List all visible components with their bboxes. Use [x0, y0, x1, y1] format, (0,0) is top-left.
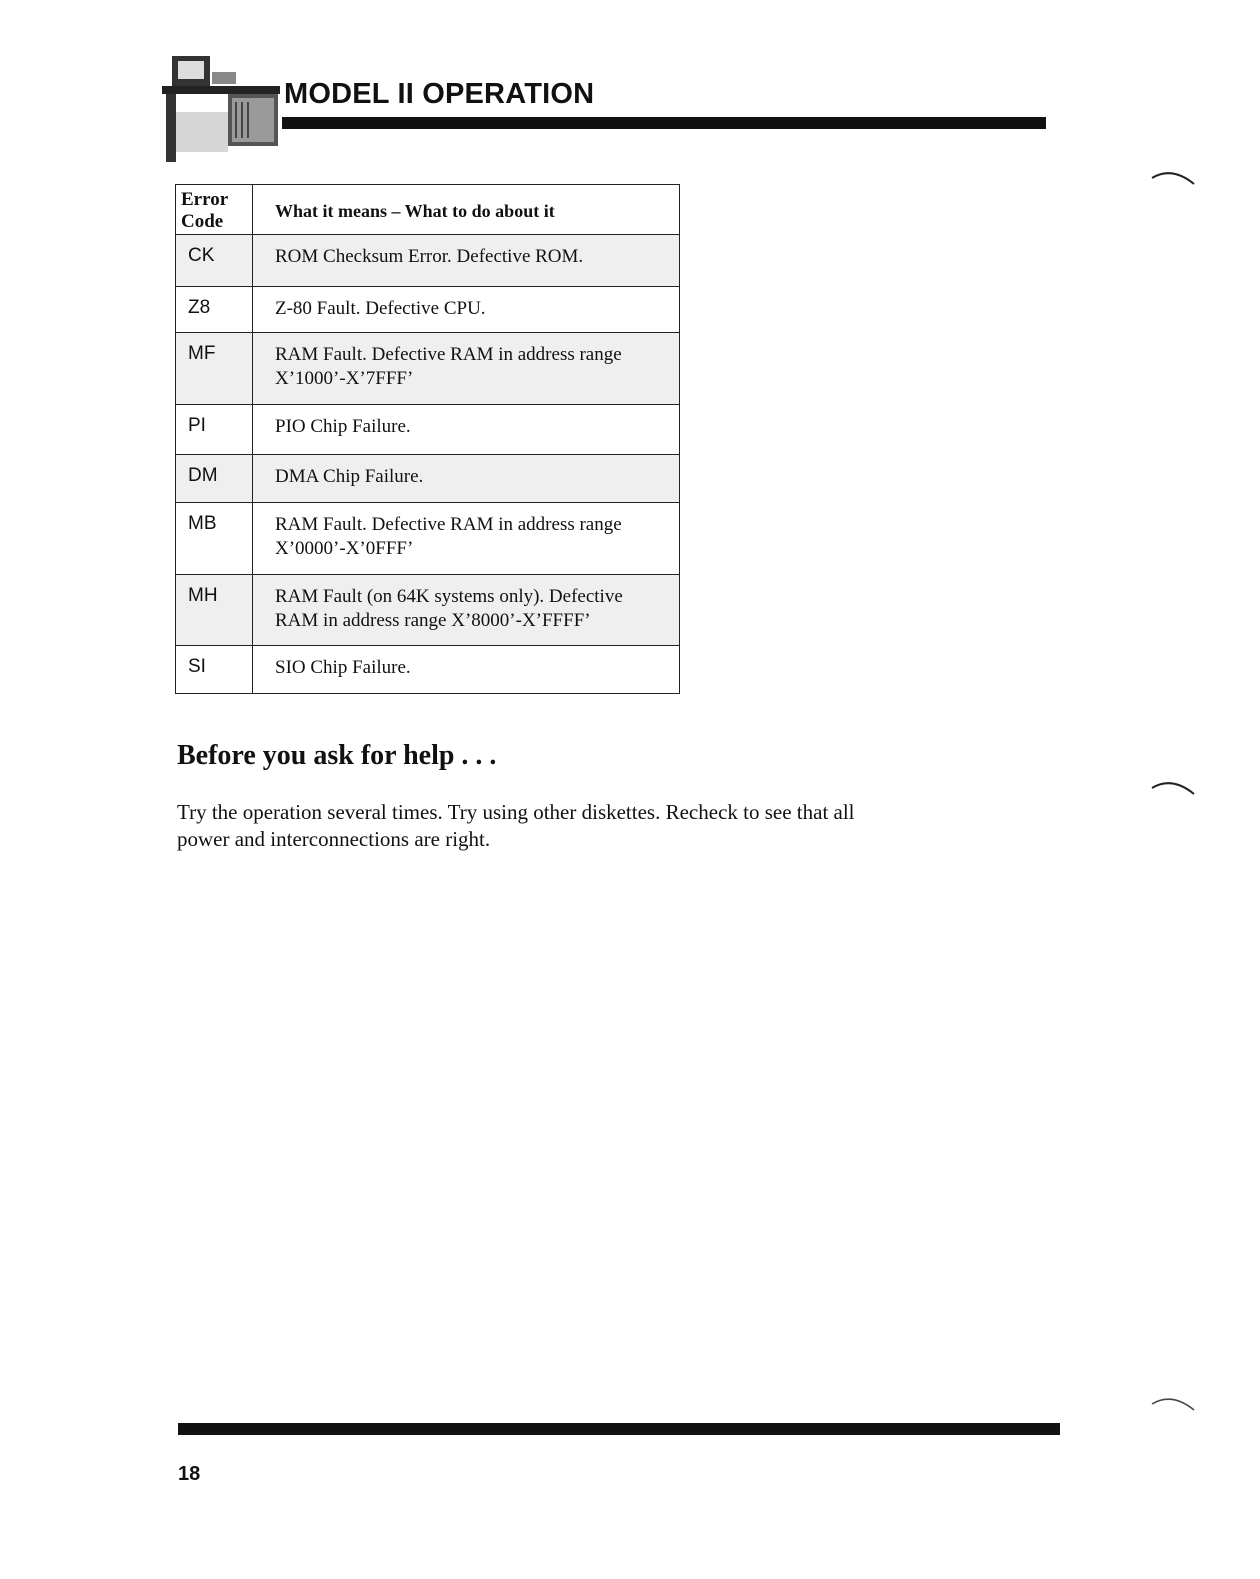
table-row [176, 405, 680, 455]
error-code: MF [176, 333, 253, 405]
error-code: DM [176, 455, 253, 503]
error-code: CK [176, 235, 253, 287]
computer-desk-icon [158, 52, 286, 168]
header-what-it-means: What it means – What to do about it [253, 185, 680, 235]
error-description: DMA Chip Failure. [253, 455, 680, 503]
page-number: 18 [178, 1463, 201, 1485]
table-row [176, 333, 680, 405]
binder-hole-mark-icon [1150, 1390, 1198, 1414]
error-description: RAM Fault. Defective RAM in address range X’0000’-X’0FFF’ [253, 503, 680, 575]
help-paragraph: Try the operation several times. Try using other diskettes. Recheck to see that all power and interconnections are right. [177, 800, 855, 851]
table-row [176, 455, 680, 503]
error-description: SIO Chip Failure. [253, 646, 680, 694]
error-code: MH [176, 575, 253, 646]
header-error-code-label: Error Code [181, 189, 229, 232]
footer-rule [178, 1423, 1060, 1435]
error-description: ROM Checksum Error. Defective ROM. [253, 235, 680, 287]
table-header-row [176, 185, 680, 235]
error-code: SI [176, 646, 253, 694]
binder-hole-mark-icon [1150, 774, 1198, 798]
header-rule [282, 117, 1046, 129]
table-row [176, 503, 680, 575]
table-row [176, 287, 680, 333]
error-description: Z-80 Fault. Defective CPU. [253, 287, 680, 333]
error-description: RAM Fault. Defective RAM in address range X’1000’-X’7FFF’ [253, 333, 680, 405]
table-row [176, 235, 680, 287]
table-row [176, 575, 680, 646]
binder-hole-mark-icon [1150, 164, 1198, 188]
error-code: MB [176, 503, 253, 575]
header-error-code [176, 185, 253, 235]
help-heading: Before you ask for help . . . [177, 740, 497, 771]
error-code: Z8 [176, 287, 253, 333]
page-header-title: MODEL II OPERATION [284, 78, 595, 110]
error-description: RAM Fault (on 64K systems only). Defective RAM in address range X’8000’-X’FFFF’ [253, 575, 680, 646]
error-description: PIO Chip Failure. [253, 405, 680, 455]
error-code: PI [176, 405, 253, 455]
table-row [176, 646, 680, 694]
error-code-table [175, 184, 680, 694]
